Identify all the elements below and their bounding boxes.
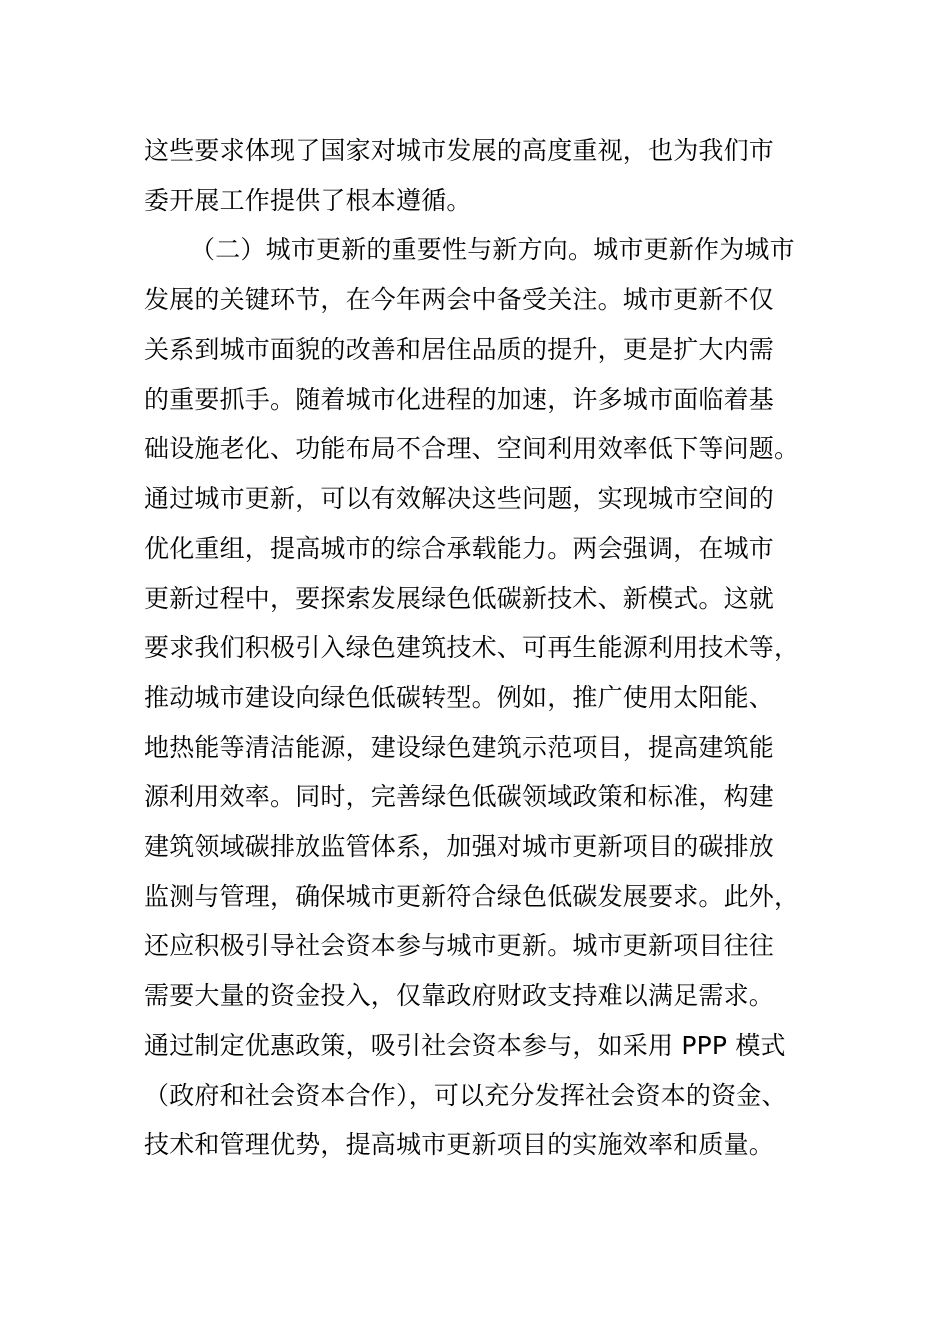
text-line: 推动城市建设向绿色低碳转型。例如，推广使用太阳能、 bbox=[144, 683, 775, 712]
section-heading-line: （二）城市更新的重要性与新方向。城市更新作为城市 bbox=[190, 235, 795, 264]
text-line: 通过制定优惠政策，吸引社会资本参与，如采用 PPP 模式 bbox=[144, 1031, 786, 1060]
text-line: 发展的关键环节，在今年两会中备受关注。城市更新不仅 bbox=[144, 285, 775, 314]
text-line: 关系到城市面貌的改善和居住品质的提升，更是扩大内需 bbox=[144, 335, 775, 364]
text-line: 础设施老化、功能布局不合理、空间利用效率低下等问题。 bbox=[144, 434, 800, 463]
text-line: 技术和管理优势，提高城市更新项目的实施效率和质量。 bbox=[144, 1130, 775, 1159]
text-line: 这些要求体现了国家对城市发展的高度重视，也为我们市 bbox=[144, 136, 775, 165]
text-line: 建筑领域碳排放监管体系，加强对城市更新项目的碳排放 bbox=[144, 832, 775, 861]
text-line: 需要大量的资金投入，仅靠政府财政支持难以满足需求。 bbox=[144, 981, 775, 1010]
text-line: 源利用效率。同时，完善绿色低碳领域政策和标准，构建 bbox=[144, 782, 775, 811]
text-line: （政府和社会资本合作），可以充分发挥社会资本的资金、 bbox=[144, 1081, 787, 1110]
text-line: 优化重组，提高城市的综合承载能力。两会强调，在城市 bbox=[144, 534, 775, 563]
text-line: 的重要抓手。随着城市化进程的加速，许多城市面临着基 bbox=[144, 385, 775, 414]
text-line: 通过城市更新，可以有效解决这些问题，实现城市空间的 bbox=[144, 484, 775, 513]
text-line: 委开展工作提供了根本遵循。 bbox=[144, 186, 472, 215]
text-line: 要求我们积极引入绿色建筑技术、可再生能源利用技术等， bbox=[144, 633, 800, 662]
text-line: 还应积极引导社会资本参与城市更新。城市更新项目往往 bbox=[144, 931, 775, 960]
text-line: 更新过程中，要探索发展绿色低碳新技术、新模式。这就 bbox=[144, 584, 775, 613]
text-line: 地热能等清洁能源，建设绿色建筑示范项目，提高建筑能 bbox=[144, 733, 775, 762]
text-line: 监测与管理，确保城市更新符合绿色低碳发展要求。此外， bbox=[144, 882, 800, 911]
